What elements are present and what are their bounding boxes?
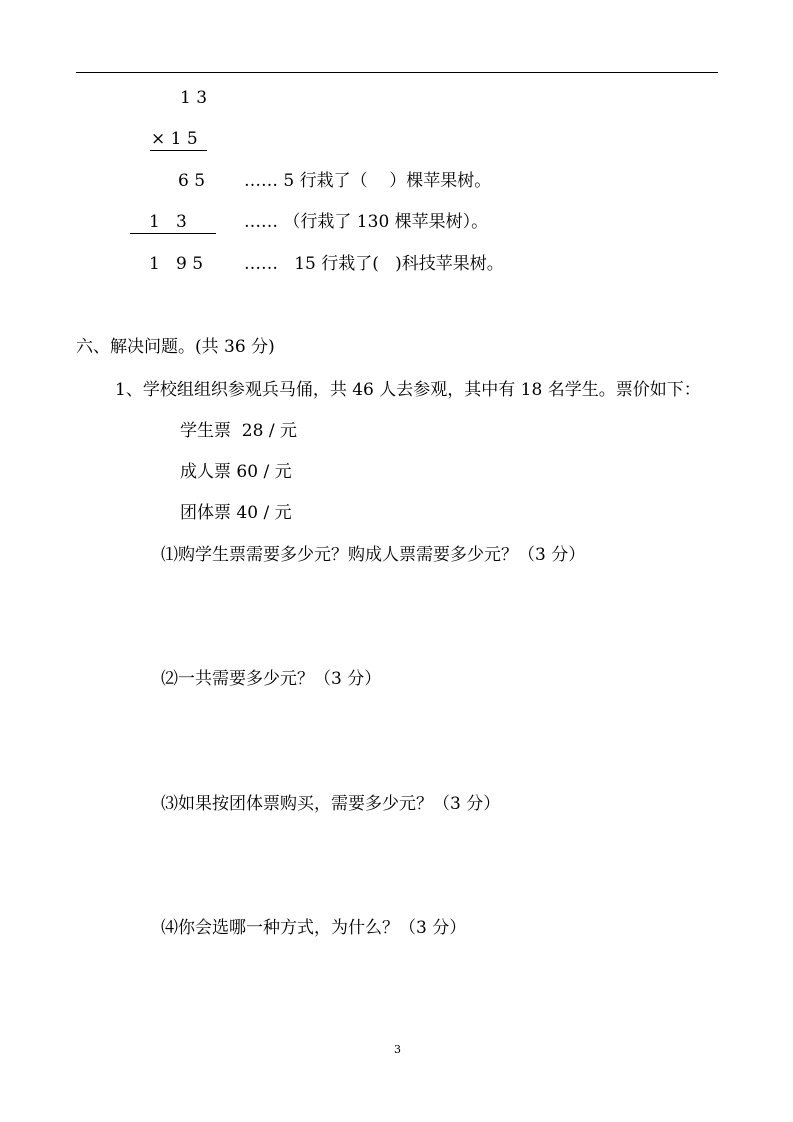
header-rule [76,72,718,73]
product-result: 1 9 5 [149,254,204,274]
multiplier: × 1 5 [151,129,198,149]
question-3: ⑶如果按团体票购买，需要多少元？（3 分） [161,794,501,814]
question-4: ⑷你会选哪一种方式，为什么？（3 分） [161,918,467,938]
multiplicand: 1 3 [180,88,208,108]
price-group: 团体票 40 / 元 [180,503,292,523]
result-note: …… 15 行栽了( )科技苹果树。 [244,254,504,274]
price-adult: 成人票 60 / 元 [180,462,292,482]
problem-1-text: 1、学校组组织参观兵马俑，共 46 人去参观，其中有 18 名学生。票价如下： [115,380,701,400]
partial-underline [130,233,216,234]
question-2: ⑵一共需要多少元？（3 分） [161,669,382,689]
partial-product-2: 1 3 [149,212,187,232]
multiplier-underline [150,150,207,151]
partial-note-1: …… 5 行栽了（ ）棵苹果树。 [244,171,492,191]
price-student: 学生票 28 / 元 [180,421,297,441]
partial-product-1: 6 5 [178,171,206,191]
partial-note-2: …… （行栽了 130 棵苹果树）。 [244,212,489,232]
page-number: 3 [394,1043,401,1056]
question-1: ⑴购学生票需要多少元？购成人票需要多少元？（3 分） [161,545,586,565]
section-title: 六、解决问题。(共 36 分) [76,337,275,357]
